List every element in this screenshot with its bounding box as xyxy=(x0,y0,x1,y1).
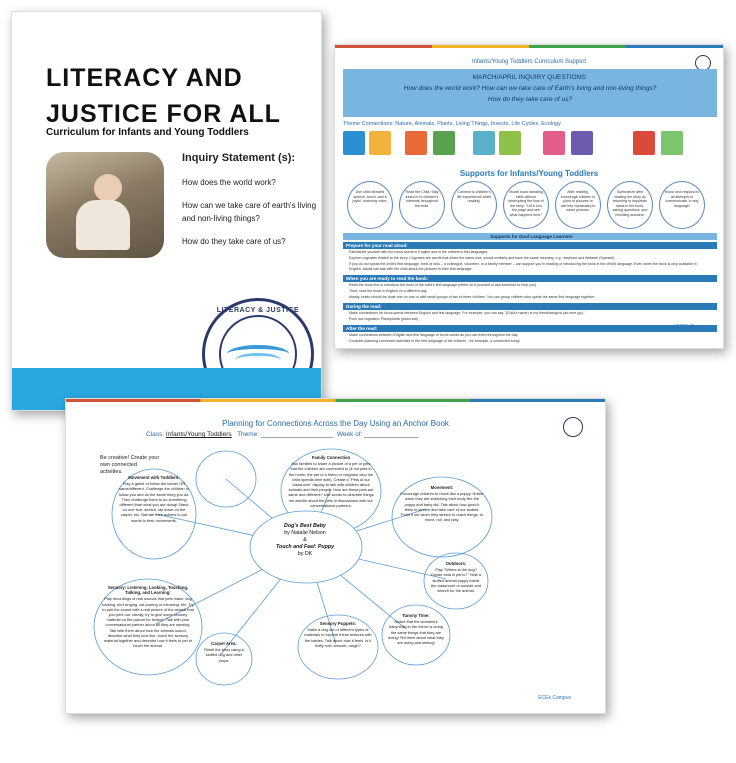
node-title: Movement: xyxy=(430,485,454,490)
inquiry-box xyxy=(182,152,322,258)
book-cover-image xyxy=(405,131,427,155)
support-bubble: Model book handling skills without interrupting the flow of the story: "Let's turn the page and see what happens next." xyxy=(503,181,549,229)
inquiry-questions-box xyxy=(343,69,717,117)
book-cover-image xyxy=(473,131,495,155)
section-line: Familiarize yourself with the focus words in English and in the children's first languages. xyxy=(349,250,489,254)
web-node-outdoors xyxy=(430,561,482,605)
section-line: Explore cognates related to the story. Cognates are words that share the same root, sound similarly and have the same meaning, e.g., elephant and elefante (Spanish). xyxy=(349,256,616,260)
section-line: Then, read the book in English on a different day. xyxy=(349,289,428,293)
book-cover-image xyxy=(343,131,365,155)
section-heading: During the read: xyxy=(343,303,717,310)
questions-line: How does the world work? How can we take care of Earth's living and non-living things? xyxy=(403,85,657,92)
theme-connections: Theme Connections: Nature, Animals, Plants, Living Things, Insects, Life Cycles, Ecology xyxy=(343,121,561,127)
inquiry-heading: Inquiry Statement (s): xyxy=(182,152,296,164)
planning-title: Planning for Connections Across the Day Using an Anchor Book xyxy=(222,419,449,428)
book-cover-image xyxy=(571,131,593,155)
node-text: Play a game of follow the leader OR same/different. Challenge the children to follow you and do the same thing you do. Then challenge them to do something different than what you are doing! Stand on one foot, stretch, lay down on the carpet, etc. Narrate their actions to put words to their movements. xyxy=(118,481,190,523)
cs-header: Infants/Young Toddlers Curriculum Support xyxy=(471,59,587,65)
web-node-movement-toddlers xyxy=(118,475,190,553)
node-text: Notice that the wonderful baby/child in the mirror is doing the same things that they are doing! Tell them about what they are doing and seeing! xyxy=(388,619,444,646)
color-stripe xyxy=(335,45,723,48)
support-bubble: Use child directed speech, touch, and a joyful, nurturing voice. xyxy=(347,181,393,229)
center-line: by DK xyxy=(297,551,313,557)
section-line: Point out cognates: Plant/planta (plahn-tah) xyxy=(349,317,419,321)
section-heading: After the read: xyxy=(343,325,717,332)
planning-web-page xyxy=(65,398,606,714)
node-title: Family Connection xyxy=(311,455,351,460)
book-icon xyxy=(235,353,281,367)
support-bubble: Connect to children's life experiences while reading. xyxy=(451,181,497,229)
web-node-family-connection xyxy=(288,455,374,527)
node-title: Carpet Area: xyxy=(211,641,237,646)
cover-title: LITERACY AND JUSTICE FOR ALL xyxy=(46,64,281,128)
cover-photo xyxy=(46,152,164,258)
book-cover-image xyxy=(433,131,455,155)
book-cover-image xyxy=(499,131,521,155)
footer-brand: ECEk Campus xyxy=(676,324,709,330)
node-title: Tummy Time: xyxy=(402,613,430,618)
support-bubble: After reading, encourage children to point to pictures or use key vocabulary to name pictures. xyxy=(555,181,601,229)
week-label: Week of: xyxy=(336,431,363,438)
web-node-sensory-puppets xyxy=(304,621,372,671)
section-heading: Prepare for your read aloud: xyxy=(343,242,717,249)
section-line: Read the book first or introduce the book in the child's first language (either do it yourself or ask someone to help you). xyxy=(349,283,538,287)
class-label: Class: xyxy=(146,431,165,438)
node-title: Movement with Toddlers: xyxy=(128,475,180,480)
curriculum-support-page xyxy=(334,44,724,349)
inquiry-item: How do they take care of us? xyxy=(182,237,286,246)
dll-heading: Supports for Dual Language Learners xyxy=(343,233,717,240)
be-creative-note: Be creative! Create your own connected activities. xyxy=(100,455,160,475)
node-text: Retell the story using a stuffed dog and other props. xyxy=(204,647,244,663)
node-text: Make a dog out of different types of materials to explore these textures with the babies. Talk about how it feels. Is it fluffy, soft, smooth, rough? xyxy=(304,627,372,648)
footer-brand: ECEk Campus xyxy=(538,695,571,701)
theme-label: Theme: xyxy=(237,431,260,438)
seal-top-text: LITERACY & JUSTICE xyxy=(216,307,300,314)
book-cover-image xyxy=(543,131,565,155)
section-line: Make connections for focus words between English and first language. For example, you can say "(Child's name) is my friend/amigo/a (ah-mee-go)." xyxy=(349,311,585,315)
node-text: Play "Where is the dog? Donde esta el perro?" Hide a stuffed animal puppy inside the classroom or outside and search for the animal. xyxy=(430,567,482,594)
section-line: Make connections between English and first language of focus words as you use them throughout the day. xyxy=(349,333,519,337)
support-bubble: Honor and respond to all attempts to communicate, in any language! xyxy=(659,181,705,229)
cover-page xyxy=(11,11,322,411)
section-heading: When you are ready to read the book: xyxy=(343,275,717,282)
cover-subtitle: Curriculum for Infants and Young Toddlers xyxy=(46,127,249,138)
node-text: Play recordings of real sounds that pets make: dog barking, bird singing, cat purring or meowing, etc. Try to pair the sound with a real picture of the animal that you print out. Ideally, try to give some sensory material on the picture for texture. Talk with your conversational partner about all they are sensing. Talk with them about how the animals sound, describe what they look like, touch the sensory material together and describe how it feels to pet or touch the animal. xyxy=(102,596,194,649)
section-line: Ideally, reads should be done one on one or with small groups of two to three children. You can group children who speak the same first language together. xyxy=(349,295,596,299)
inquiry-item: How does the world work? xyxy=(182,178,276,187)
support-bubble: Read the Child: Stay tuned in to children's interests throughout the read. xyxy=(399,181,445,229)
inquiry-item: How can we take care of earth's living and non-living things? xyxy=(182,201,317,223)
book-cover-image xyxy=(633,131,655,155)
node-text: Encourage children to move like a puppy. Notice when they are stretching their body like the puppy and baby did. Talk about how good it feels to stretch and take care of our bodies. Point it out when they stretch to reach things, to move, roll, and play. xyxy=(400,491,484,523)
node-title: Sensory: Listening, Looking, Touching, Talking, and Learning: xyxy=(107,585,189,596)
theme-blank: ____________________ xyxy=(260,431,334,438)
book-covers-row xyxy=(343,131,717,159)
node-text: Ask families to share a picture of a pet or pets that the children are connected to (if not pets in the home, the pet of a friend or neighbor who the child spends time with). Create a "Pets of our classroom" display to talk with children about animals and their people. How are these pets are same and different? Use words to describe things we admire about the pets in discussions with our conversational partners. xyxy=(288,461,374,508)
section-line: If you do not speak the child's first language, think of who – a colleague, volunteer, or a family member – can support you in reading or introducing the book in the child's language. Even when the book is only available in English, adults can talk with the child about the pictures in their first language. xyxy=(349,262,697,271)
center-line: by Natalie Nelson xyxy=(284,530,326,536)
center-line: Touch and Feel: Puppy xyxy=(275,544,335,550)
book-cover-image xyxy=(661,131,683,155)
class-value: Infants/Young Toddlers xyxy=(165,431,232,438)
center-line: & xyxy=(303,537,307,543)
node-title: Outdoors: xyxy=(445,561,467,566)
web-node-sensory-listening xyxy=(102,585,194,669)
book-cover-image xyxy=(369,131,391,155)
web-node-movement xyxy=(400,485,484,549)
web-node-carpet-area xyxy=(202,641,246,677)
support-bubble: Summarize after reading the story by returning to important ideas in the book, asking questions, and revisiting answers. xyxy=(607,181,653,229)
node-title: Sensory Puppets: xyxy=(319,621,357,626)
supports-heading: Supports for Infants/Young Toddlers xyxy=(459,169,599,178)
web-node-tummy-time xyxy=(388,613,444,659)
anchor-books-center xyxy=(260,523,350,558)
questions-title: MARCH/APRIL INQUIRY QUESTIONS: xyxy=(472,74,588,81)
section-line: Consider planning connected activities in the first language of the children - for example, a connected song! xyxy=(349,339,520,343)
center-line: Dog's Best Baby xyxy=(284,523,326,529)
questions-line: How do they take care of us? xyxy=(487,96,573,103)
week-blank: _______________ xyxy=(364,431,419,438)
